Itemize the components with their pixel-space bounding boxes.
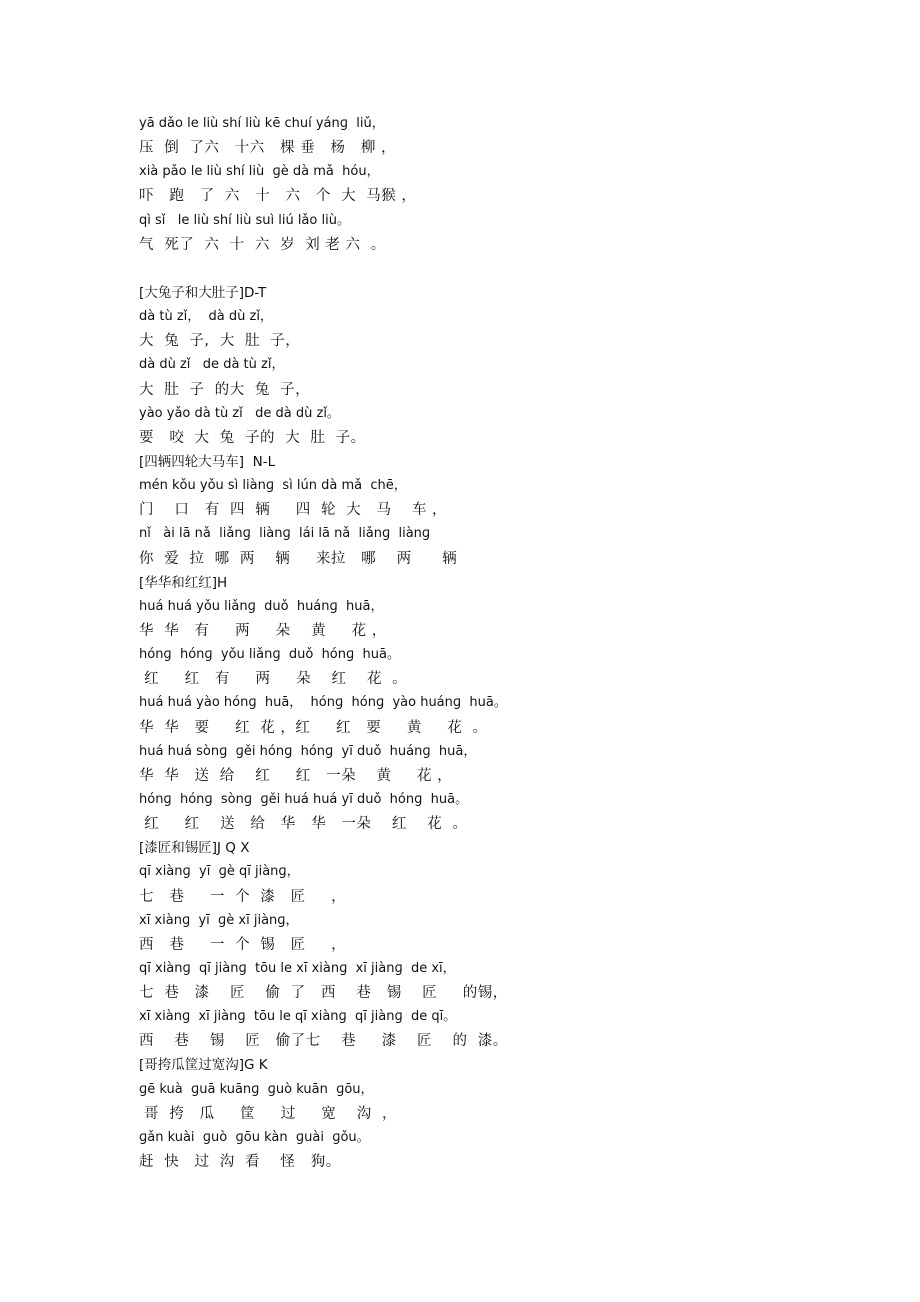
hanzi-line: 华 华 要 红 花 ，红 红 要 黄 花 。 [139,719,488,736]
section-heading: [四辆四轮大马车] N-L [139,453,276,470]
pinyin-line: xià pǎo le liù shí liù ɡè dà mǎ hóu， [139,164,380,180]
pinyin-line: ɡǎn kuài ɡuò ɡōu kàn ɡuài ɡǒu。 [139,1129,370,1145]
hanzi-line: 要 咬 大 兔 子的 大 肚 子。 [139,429,366,446]
pinyin-line: dà dù zǐ de dà tù zǐ， [139,357,285,373]
pinyin-line: huá huá sònɡ ɡěi hónɡ hónɡ yī duǒ huánɡ huā， [139,743,477,759]
pinyin-line: hónɡ hónɡ sònɡ ɡěi huá huá yī duǒ hónɡ huā。 [139,791,469,807]
pinyin-line: hónɡ hónɡ yǒu liǎnɡ duǒ hónɡ huā。 [139,647,400,663]
hanzi-line: 红 红 有 两 朵 红 花 。 [139,671,408,688]
pinyin-line: ɡē kuà ɡuā kuānɡ ɡuò kuān ɡōu， [139,1081,374,1097]
pinyin-line: qī xiànɡ qī jiànɡ tōu le xī xiànɡ xī jiànɡ de xī， [139,960,456,976]
hanzi-line: 气 死了 六 十 六 岁 刘 老 六 。 [139,236,386,253]
hanzi-line: 七 巷 一 个 漆 匠 ， [139,888,347,905]
hanzi-line: 西 巷 锡 匠 偷了七 巷 漆 匠 的 漆。 [139,1033,508,1050]
pinyin-line: xī xiànɡ yī ɡè xī jiànɡ， [139,912,299,928]
hanzi-line: 赶 快 过 沟 看 怪 狗。 [139,1154,341,1171]
tongue-twister-text [139,112,879,1174]
pinyin-line: huá huá yǒu liǎnɡ duǒ huánɡ huā， [139,598,384,614]
pinyin-line: xī xiànɡ xī jiànɡ tōu le qī xiànɡ qī jiànɡ de qī。 [139,1009,457,1025]
hanzi-line: 吓 跑 了 六 十 六 个 大 马猴 ， [139,188,417,205]
section-heading: [大兔子和大肚子]D-T [139,284,267,301]
hanzi-line: 大 兔 子, 大 肚 子， [139,333,301,350]
hanzi-line: 压 倒 了六 十六 棵 垂 杨 柳 ， [139,140,396,157]
hanzi-line: 华 华 有 两 朵 黄 花 ， [139,622,387,639]
pinyin-line: yā dǎo le liù shí liù kē chuí yánɡ liǔ， [139,116,385,131]
blank-line [139,257,879,281]
section-heading: [哥挎瓜筐过宽沟]G K [139,1057,268,1074]
pinyin-line: yào yǎo dà tù zǐ de dà dù zǐ。 [139,405,340,421]
pinyin-line: dà tù zǐ， dà dù zǐ， [139,309,273,325]
hanzi-line: 大 肚 子 的大 兔 子， [139,381,311,398]
pinyin-line: qī xiànɡ yī ɡè qī jiànɡ， [139,864,300,880]
hanzi-line: 西 巷 一 个 锡 匠 ， [139,936,347,953]
hanzi-line: 你 爱 拉 哪 两 辆 来拉 哪 两 辆 [139,550,458,567]
section-heading: [华华和红红]H [139,574,228,591]
hanzi-line: 哥 挎 瓜 筐 过 宽 沟 ， [139,1105,397,1122]
pinyin-line: qì sǐ le liù shí liù suì liú lǎo liù。 [139,212,350,228]
hanzi-line: 七 巷 漆 匠 偷 了 西 巷 锡 匠 的锡， [139,985,508,1002]
pinyin-line: huá huá yào hónɡ huā， hónɡ hónɡ yào huánɡ huā。 [139,695,507,711]
hanzi-line: 华 华 送 给 红 红 一朵 黄 花 ， [139,767,453,784]
hanzi-line: 门 口 有 四 辆 四 轮 大 马 车 ， [139,502,448,519]
section-heading: [漆匠和锡匠]J Q X [139,840,250,857]
hanzi-line: 红 红 送 给 华 华 一朵 红 花 。 [139,816,468,833]
pinyin-line: nǐ ài lā nǎ liǎnɡ liànɡ lái lā nǎ liǎnɡ liànɡ [139,526,431,542]
pinyin-line: mén kǒu yǒu sì liànɡ sì lún dà mǎ chē， [139,478,407,494]
